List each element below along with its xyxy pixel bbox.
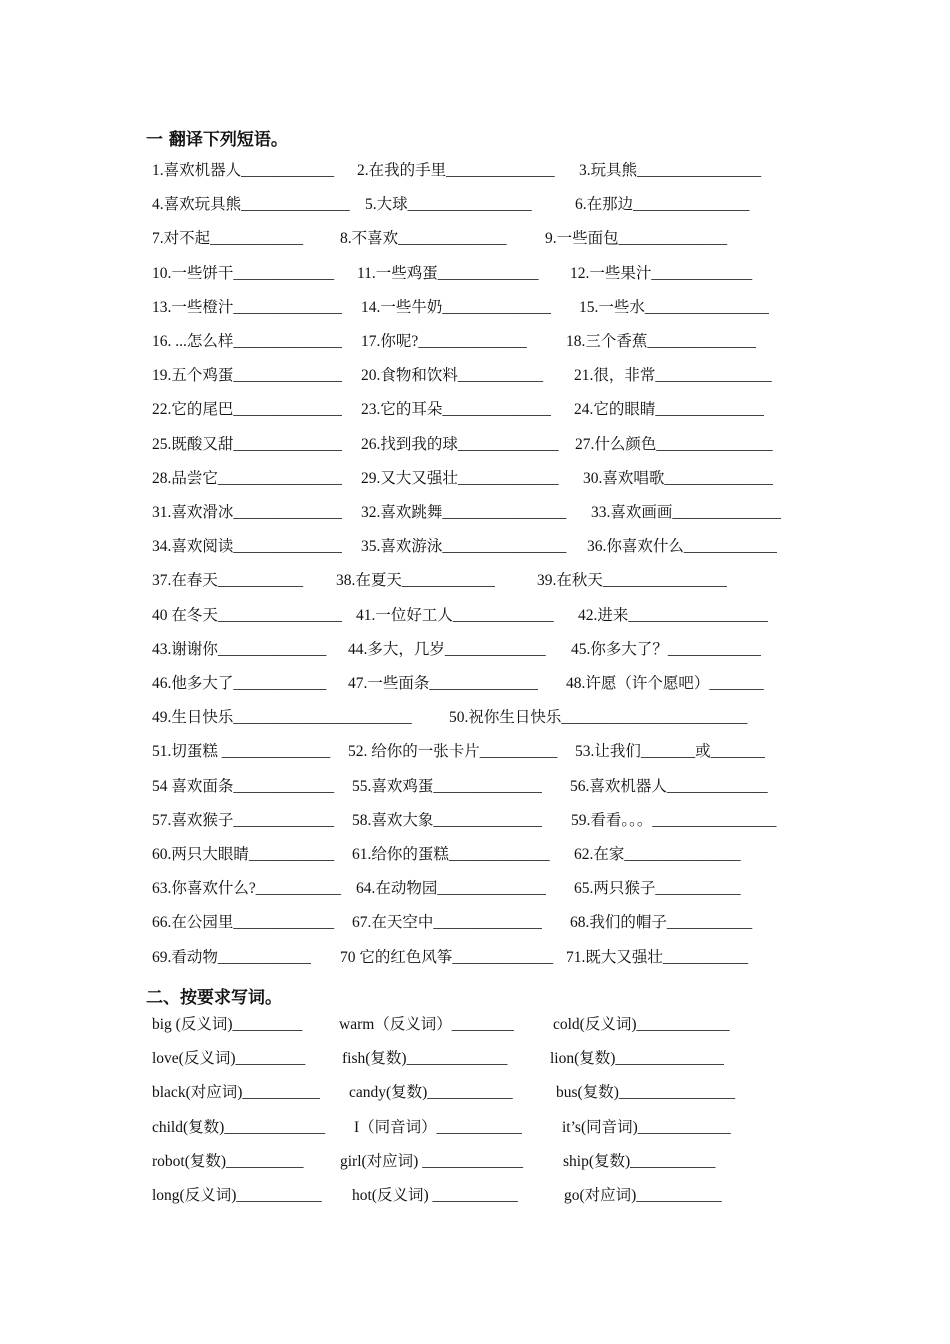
section1-item-blank: 17.你呢?______________ [361, 333, 527, 350]
section1-item-blank: 6.在那边_______________ [575, 196, 750, 214]
section1-item-blank: 61.给你的蛋糕_____________ [352, 846, 550, 863]
section1-item-blank: 71.既大又强壮___________ [566, 948, 749, 966]
section1-item-blank: 65.两只猴子___________ [574, 880, 741, 898]
section1-item-blank: 22.它的尾巴______________ [152, 401, 342, 419]
section1-item-blank: 67.在天空中______________ [352, 914, 542, 932]
section1-item-blank: 32.喜欢跳舞________________ [361, 504, 567, 521]
section1-item-blank: 30.喜欢唱歌______________ [583, 469, 773, 487]
section1-item-blank: 41.一位好工人_____________ [356, 606, 554, 624]
section1-item-blank: 56.喜欢机器人_____________ [570, 777, 768, 795]
section2-item-blank: it’s(同音词)____________ [562, 1118, 731, 1136]
section1-item-blank: 27.什么颜色_______________ [575, 435, 773, 453]
section2-item-blank: go(对应词)___________ [564, 1187, 722, 1204]
section1-item-blank: 1.喜欢机器人____________ [152, 162, 335, 179]
section1-item-blank: 29.又大又强壮_____________ [361, 469, 559, 487]
section1-item-blank: 40 在冬天________________ [152, 606, 342, 624]
section1-item-blank: 63.你喜欢什么?___________ [152, 880, 342, 898]
section1-item-blank: 37.在春天___________ [152, 572, 304, 590]
section1-item-blank: 42.进来__________________ [578, 606, 768, 624]
section1-item-blank: 64.在动物园______________ [356, 880, 546, 898]
section2-item-blank: long(反义词)___________ [152, 1187, 322, 1204]
section1-item-blank: 18.三个香蕉______________ [566, 333, 756, 350]
section1-item-blank: 20.食物和饮料___________ [361, 367, 544, 385]
section1-item-blank: 39.在秋天________________ [537, 572, 727, 590]
section1-item-blank: 54 喜欢面条_____________ [152, 777, 335, 795]
section1-item-blank: 57.喜欢猴子_____________ [152, 811, 335, 829]
section1-item-blank: 45.你多大了？____________ [571, 640, 761, 658]
section2-item-blank: bus(复数)_______________ [556, 1084, 736, 1102]
section-2-heading: 二、按要求写词。 [146, 988, 282, 1008]
section2-item-blank: I（同音词）___________ [354, 1118, 522, 1136]
section2-item-blank: love(反义词)_________ [152, 1050, 306, 1068]
section1-item-blank: 55.喜欢鸡蛋______________ [352, 777, 542, 795]
section1-item-blank: 12.一些果汁_____________ [570, 264, 753, 282]
section1-item-blank: 2.在我的手里______________ [357, 162, 555, 179]
section2-item-blank: big (反义词)_________ [152, 1016, 303, 1033]
section2-item-blank: robot(复数)__________ [152, 1152, 304, 1170]
section1-item-blank: 21.很，非常_______________ [574, 367, 772, 385]
section1-item-blank: 43.谢谢你______________ [152, 640, 327, 658]
section1-item-blank: 7.对不起____________ [152, 230, 304, 248]
section2-item-blank: cold(反义词)____________ [553, 1016, 730, 1033]
section2-item-blank: lion(复数)______________ [550, 1050, 724, 1068]
section2-item-blank: warm（反义词）________ [339, 1016, 514, 1033]
section1-item-blank: 9.一些面包______________ [545, 230, 728, 248]
section1-item-blank: 48.许愿（许个愿吧）_______ [566, 675, 764, 692]
section1-item-blank: 26.找到我的球_____________ [361, 435, 559, 453]
section1-item-blank: 13.一些橙汁______________ [152, 298, 342, 316]
section1-item-blank: 24.它的眼睛______________ [574, 401, 764, 419]
section1-item-blank: 10.一些饼干_____________ [152, 264, 335, 282]
section1-item-blank: 23.它的耳朵______________ [361, 401, 551, 419]
section1-item-blank: 34.喜欢阅读______________ [152, 538, 342, 556]
section1-item-blank: 66.在公园里_____________ [152, 914, 335, 932]
section1-item-blank: 4.喜欢玩具熊______________ [152, 196, 350, 214]
section1-item-blank: 16. ...怎么样______________ [152, 333, 342, 350]
section2-item-blank: black(对应词)__________ [152, 1084, 320, 1102]
section1-item-blank: 52. 给你的一张卡片__________ [348, 743, 558, 761]
section1-item-blank: 31.喜欢滑冰______________ [152, 504, 342, 521]
section1-item-blank: 51.切蛋糕 ______________ [152, 743, 331, 761]
section1-item-blank: 15.一些水________________ [579, 298, 769, 316]
section1-item-blank: 62.在家_______________ [574, 846, 741, 863]
section1-item-blank: 3.玩具熊________________ [579, 162, 762, 179]
section-1-heading: 一 翻译下列短语。 [146, 130, 288, 150]
section1-item-blank: 60.两只大眼睛___________ [152, 846, 335, 863]
section1-item-blank: 38.在夏天____________ [336, 572, 495, 590]
section1-item-blank: 50.祝你生日快乐________________________ [449, 709, 748, 727]
section1-item-blank: 53.让我们_______或_______ [575, 743, 765, 761]
section1-item-blank: 68.我们的帽子___________ [570, 914, 753, 932]
section2-item-blank: child(复数)_____________ [152, 1118, 326, 1136]
section1-item-blank: 35.喜欢游泳________________ [361, 538, 567, 556]
section1-item-blank: 59.看看。。。________________ [571, 811, 777, 829]
section2-item-blank: girl(对应词) _____________ [340, 1152, 523, 1170]
section1-item-blank: 58.喜欢大象______________ [352, 811, 542, 829]
section1-item-blank: 70 它的红色风筝_____________ [340, 948, 554, 966]
section1-item-blank: 69.看动物____________ [152, 948, 311, 966]
section2-item-blank: candy(复数)___________ [349, 1084, 513, 1102]
section1-item-blank: 11.一些鸡蛋_____________ [357, 264, 539, 282]
section2-item-blank: hot(反义词) ___________ [352, 1187, 518, 1204]
section1-item-blank: 44.多大，几岁_____________ [348, 640, 546, 658]
section2-item-blank: fish(复数)_____________ [342, 1050, 508, 1068]
section1-item-blank: 36.你喜欢什么____________ [587, 538, 777, 556]
section1-item-blank: 25.既酸又甜______________ [152, 435, 342, 453]
section1-item-blank: 47.一些面条______________ [348, 675, 538, 692]
section2-item-blank: ship(复数)___________ [563, 1152, 716, 1170]
section1-item-blank: 33.喜欢画画______________ [591, 504, 781, 521]
section1-item-blank: 5.大球________________ [365, 196, 532, 214]
section1-item-blank: 46.他多大了____________ [152, 675, 327, 692]
section1-item-blank: 28.品尝它________________ [152, 469, 342, 487]
section1-item-blank: 8.不喜欢______________ [340, 230, 507, 248]
section1-item-blank: 14.一些牛奶______________ [361, 298, 551, 316]
section1-item-blank: 49.生日快乐_______________________ [152, 709, 412, 727]
section1-item-blank: 19.五个鸡蛋______________ [152, 367, 342, 385]
